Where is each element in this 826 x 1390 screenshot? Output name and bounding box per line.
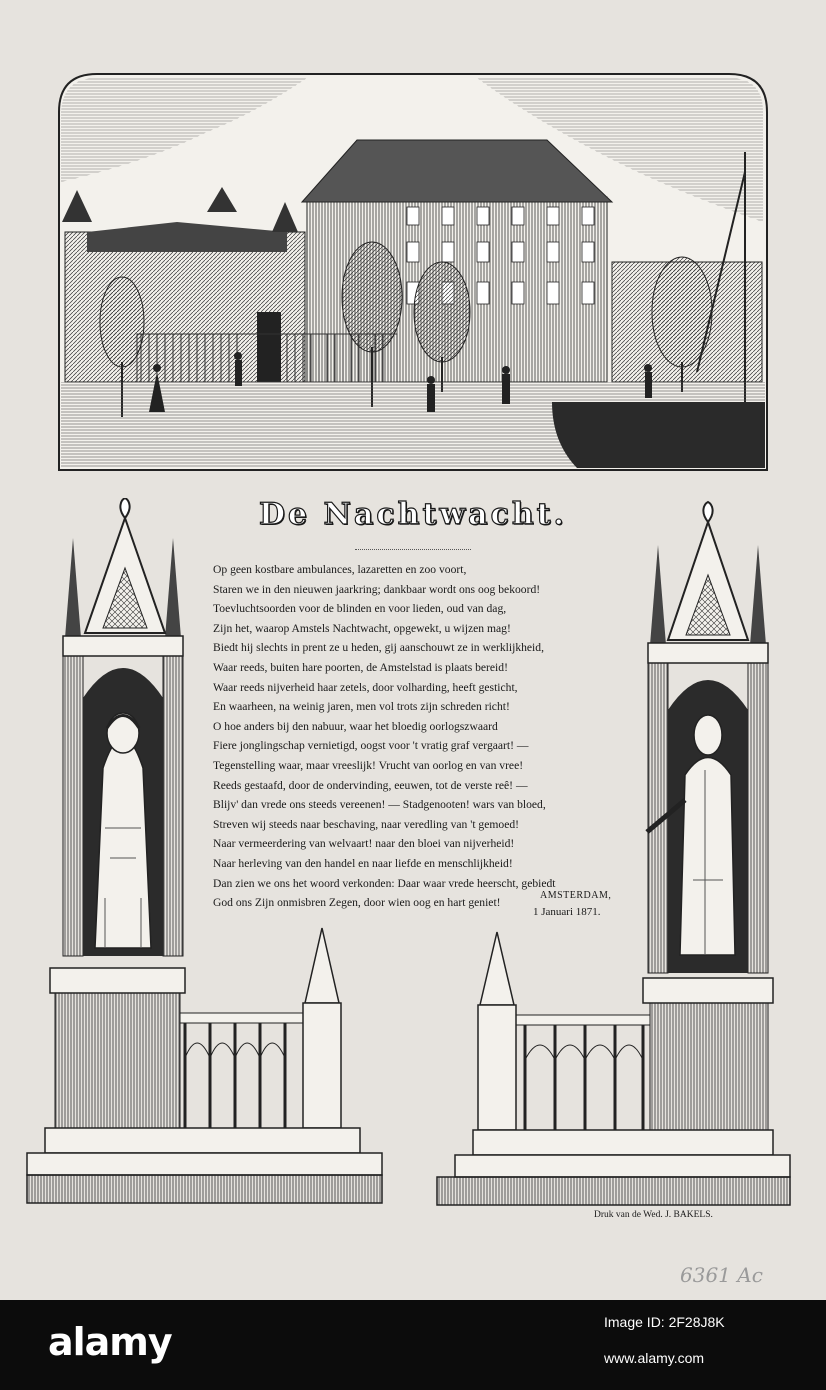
poster-title: De Nachtwacht.: [259, 497, 567, 532]
poem-line: Op geen kostbare ambulances, lazaretten en zoo voort,: [213, 563, 467, 576]
poem-line: Biedt hij slechts in prent ze u heden, gij aanschouwt ze in werklijkheid,: [213, 641, 544, 655]
poem-line: Waar reeds, buiten hare poorten, de Amstelstad is plaats bereid!: [213, 660, 508, 674]
poem-line: Dan zien we ons het woord verkonden: Daar waar vrede heerscht, gebiedt: [213, 876, 556, 890]
poem-line: Naar herleving van den handel en naar liefde en menschlijkheid!: [213, 856, 513, 870]
poem-line: Staren we in den nieuwen jaarkring; dankbaar wordt ons oog bekoord!: [213, 582, 541, 596]
poem-line: En waarheen, na weinig jaren, men vol trots zijn schreden richt!: [213, 700, 510, 714]
street-scene-engraving: [57, 72, 769, 472]
right-niche-with-watchman: [435, 500, 795, 1210]
printer-imprint: Druk van de Wed. J. BAKELS.: [594, 1210, 713, 1220]
poem-line: Zijn het, waarop Amstels Nachtwacht, opgewekt, u wijzen mag!: [213, 621, 511, 635]
poem-line: Blijv' dan vrede ons steeds vereenen! — Stadgenooten! wars van bloed,: [213, 798, 546, 812]
poem-line: Tegenstelling waar, maar vreeslijk! Vrucht van oorlog en van vree!: [213, 758, 524, 772]
poem-line: Waar reeds nijverheid haar zetels, door volharding, heeft gesticht,: [213, 680, 518, 694]
poem-line: Toevluchtsoorden voor de blinden en voor lieden, oud van dag,: [213, 602, 507, 616]
poem-line: Naar vermeerdering van welvaart! naar den bloei van nijverheid!: [213, 837, 515, 851]
poem-line: Reeds gestaafd, door de ondervinding, eeuwen, tot de verste reê! —: [213, 778, 528, 792]
stock-footer-bar: [0, 1300, 826, 1390]
image-id-label: Image ID: 2F28J8K: [604, 1314, 725, 1330]
place-line: AMSTERDAM,: [540, 890, 612, 901]
site-url[interactable]: www.alamy.com: [604, 1350, 705, 1366]
left-niche-with-watchman: [25, 498, 390, 1208]
date-line: 1 Januari 1871.: [533, 906, 601, 918]
alamy-logo: alamy: [48, 1320, 172, 1364]
poem-line: God ons Zijn onmisbren Zegen, door wien oog en hart geniet!: [213, 896, 501, 910]
handwritten-catalogue-mark: 6361 Ac: [680, 1263, 763, 1287]
poem-line: O hoe anders bij den nabuur, waar het bloedig oorlogszwaard: [213, 719, 498, 733]
poem-line: Fiere jonglingschap vernietigd, oogst voor 't vratig graf vergaart! —: [213, 739, 529, 753]
poem-line: Streven wij steeds naar beschaving, naar veredling van 't gemoed!: [213, 817, 519, 831]
